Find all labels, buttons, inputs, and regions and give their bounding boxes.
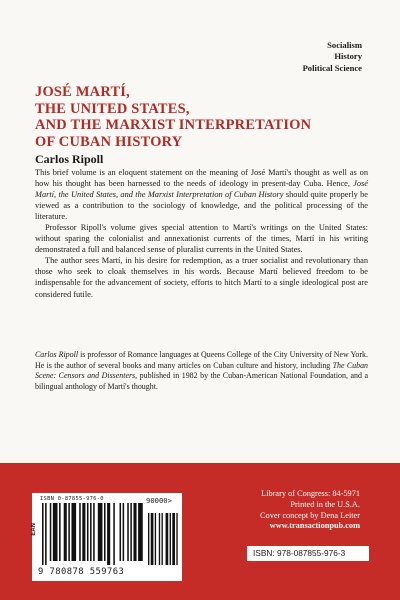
description-paragraph <box>35 255 368 299</box>
subject-categories <box>303 40 362 74</box>
price-code: 90000> <box>146 496 172 505</box>
publisher-info <box>260 489 360 532</box>
addon-bar <box>162 513 163 565</box>
text-run: The author sees Martí, in his desire for redemption, as a truer socialist and revolutionary than those who seek to cloak themselves in his words. Because Martí believed freedom to be indispensable for the advancement of society, efforts to hitch Martí to a single ideological post are considered futile. <box>35 256 368 299</box>
addon-bar <box>172 513 175 565</box>
barcode-bar <box>42 503 44 565</box>
addon-bar <box>176 513 177 565</box>
barcode-bar <box>133 503 136 561</box>
barcode-digits: 9 780878 559763 <box>38 567 125 577</box>
text-run: , published in 1982 by the Cuban-American National Foundation, and a bilingual anthology of Martí's thought. <box>35 371 369 391</box>
addon-bar <box>155 513 156 565</box>
barcode-bars <box>40 503 180 567</box>
title-line: AND THE MARXIST INTERPRETATION <box>35 117 312 133</box>
title-line: THE UNITED STATES, <box>35 100 190 117</box>
barcode-bar <box>53 503 58 561</box>
description-paragraph <box>35 222 368 255</box>
description-text <box>35 167 368 300</box>
barcode-bar <box>82 503 85 561</box>
barcode <box>32 493 182 581</box>
barcode-bar <box>79 503 81 561</box>
title-line: JOSÉ MARTÍ, <box>35 84 130 100</box>
barcode-bar <box>127 503 129 561</box>
addon-bar <box>170 513 171 565</box>
addon-bar <box>166 513 169 565</box>
isbn-13-box: ISBN: 978-087855-976-3 <box>247 546 369 561</box>
category-socialism: Socialism <box>327 40 362 50</box>
barcode-bar <box>45 503 47 565</box>
cover-credit: Cover concept by Dena Leiter <box>260 510 360 520</box>
barcode-bar <box>93 503 95 561</box>
barcode-bar <box>64 503 67 561</box>
barcode-bar <box>104 503 106 561</box>
description-paragraph <box>35 167 368 222</box>
publisher-website[interactable]: www.transactionpub.com <box>269 521 360 531</box>
barcode-bar <box>138 503 143 561</box>
text-run: This brief volume is an eloquent statement on the meaning of José Martí's thought as well as on how his thought has been harnessed to the needs of ideology in present-day Cuba. Hence, <box>35 168 368 189</box>
barcode-isbn-text: ISBN 0-87855-976-0 <box>40 496 104 502</box>
barcode-bar <box>130 503 132 561</box>
author-name: Carlos Ripoll <box>35 152 104 166</box>
barcode-bar <box>71 503 76 561</box>
italic-text: José Martí, the United States, and the Marxist Interpretation of Cuban History <box>35 179 368 200</box>
text-run: Professor Ripoll's volume gives special attention to Martí's writings on the United States: without sparing the colonialist and annexationist currents of the times, Martí in his writing demonstrated a full and balanced sense of pluralist currents in the United States. <box>35 223 368 255</box>
italic-text: The Cuban Scene: Censors and Dissenters <box>35 360 369 380</box>
addon-bar <box>148 513 149 565</box>
author-bio <box>35 350 368 392</box>
barcode-bar <box>98 503 103 561</box>
category-political-science: Political Science <box>302 62 362 73</box>
barcode-bar <box>113 503 115 565</box>
barcode-bar <box>59 503 61 561</box>
addon-bar <box>159 513 160 565</box>
barcode-bar <box>107 503 110 565</box>
addon-bar <box>151 513 154 565</box>
text-run: should quite properly be viewed as a contribution to the sociology of knowledge, and the political processing of the literature. <box>35 190 369 222</box>
ean-label: EAN <box>31 523 37 536</box>
barcode-bar <box>120 503 122 561</box>
library-of-congress: Library of Congress: 84-5971 <box>261 489 360 498</box>
barcode-bar <box>87 503 89 561</box>
text-run: is professor of Romance languages at Queens College of the City University of New York. He is the author of several books and many articles on Cuban culture and history, including <box>35 350 368 370</box>
title-line: OF CUBAN HISTORY <box>35 133 183 150</box>
barcode-bar <box>68 503 70 561</box>
barcode-bar <box>123 503 125 561</box>
italic-text: Carlos Ripoll <box>35 350 79 359</box>
barcode-bar <box>50 503 52 561</box>
category-history: History <box>334 51 362 62</box>
printed-in: Printed in the U.S.A. <box>290 499 360 509</box>
book-title <box>35 84 370 150</box>
barcode-bar <box>90 503 92 561</box>
